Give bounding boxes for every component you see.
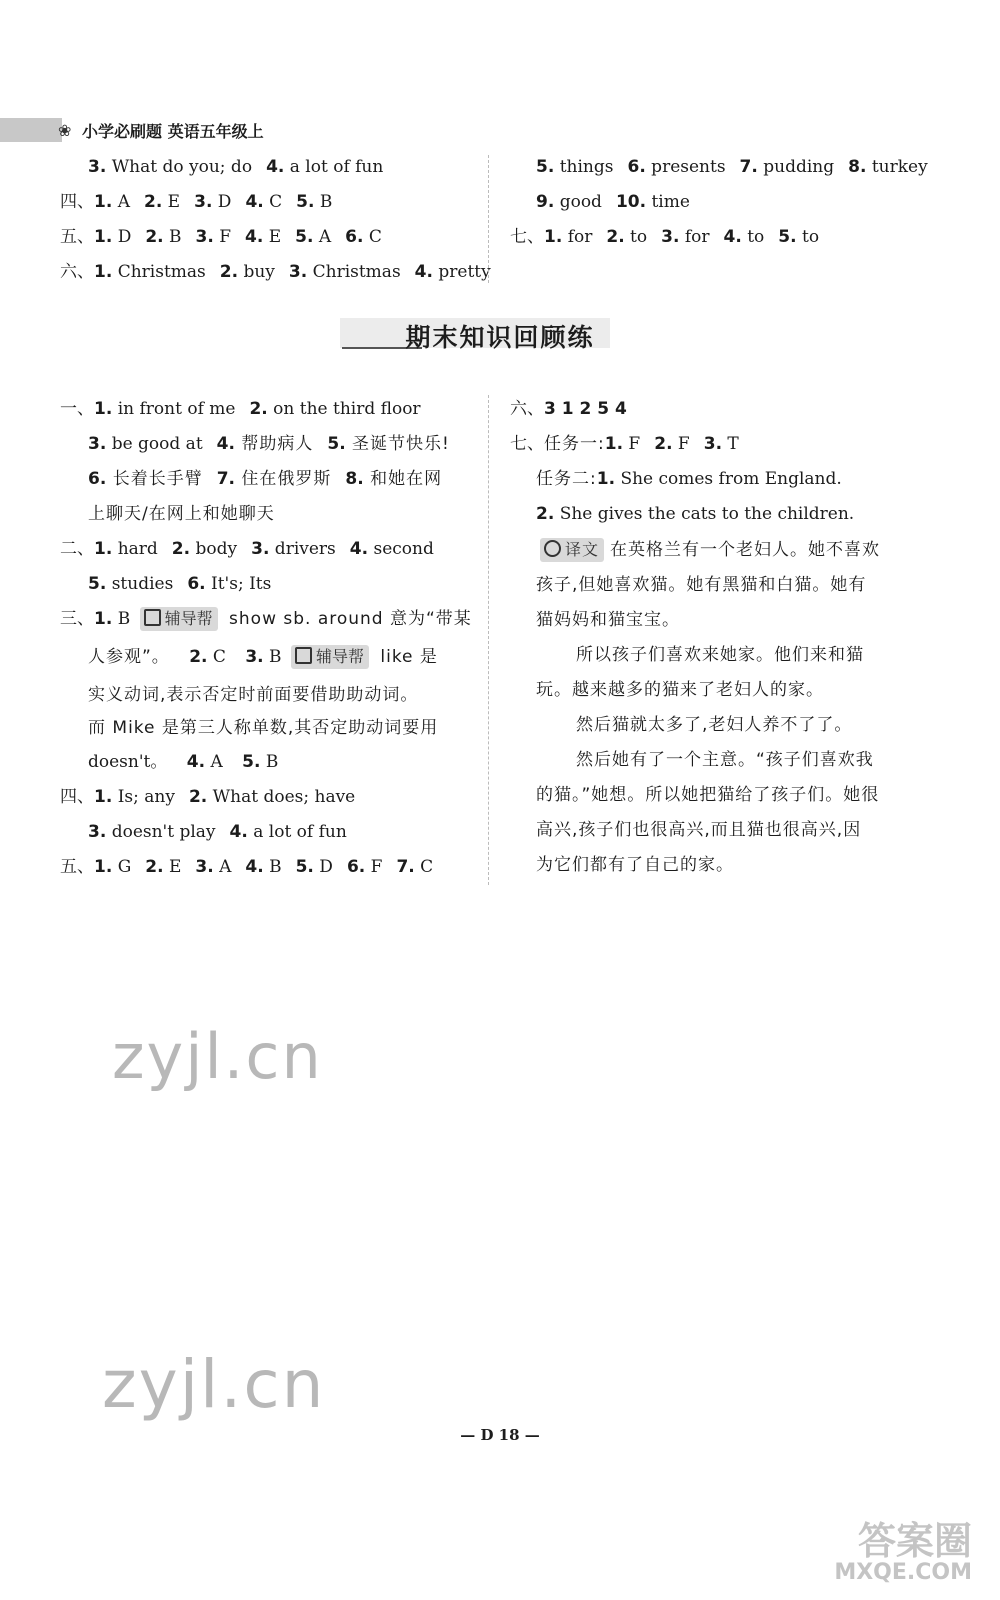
corner-logo: 答案圈	[857, 1519, 972, 1563]
q7-task2-line2: 2. She gives the cats to the children.	[536, 504, 855, 524]
answer-number: 4.	[414, 262, 433, 282]
answer-text: presents	[645, 157, 726, 177]
answer-number: 4.	[245, 227, 264, 247]
q3-line5: doesn't。 4. A 5. B	[88, 752, 279, 772]
answer-text: to	[796, 227, 820, 247]
answer-text: a lot of fun	[247, 822, 347, 842]
answer-text: 长着长手臂	[106, 469, 203, 489]
translation-line: 高兴,孩子们也很高兴,而且猫也很高兴,因	[536, 820, 862, 840]
answer-text: F	[672, 434, 690, 454]
answer-number: 6.	[187, 574, 206, 594]
answer-number: 2.	[606, 227, 625, 247]
q2-line1: 二、1. hard 2. body 3. drivers 4. second	[60, 539, 434, 559]
answer-text: T	[722, 434, 739, 454]
q6-line: 六、3 1 2 5 4	[510, 399, 627, 419]
answer-text: E	[162, 192, 181, 212]
q3-line1: 三、1. B 辅导帮 show sb. around 意为“带某	[60, 609, 472, 629]
answer-number: 5.	[88, 574, 107, 594]
answer-text: B	[263, 857, 282, 877]
q7-task1: 七、任务一:1. F 2. F 3. T	[510, 434, 739, 454]
q1-line1: 一、1. in front of me 2. on the third floor	[60, 399, 421, 419]
answer-number: 8.	[345, 469, 364, 489]
answer-text: D	[212, 192, 232, 212]
answer-number: 1.	[94, 262, 113, 282]
answer-number: 7.	[216, 469, 235, 489]
q1-line2	[88, 432, 450, 456]
answer-text: things	[554, 157, 614, 177]
translation-line: 猫妈妈和猫宝宝。	[536, 610, 680, 630]
book-icon	[144, 609, 161, 626]
answer-number: 1.	[94, 399, 113, 419]
answer-number: 4.	[229, 822, 248, 842]
answer-text: 和她在网	[363, 469, 443, 489]
answer-text: on the third floor	[267, 399, 421, 419]
answer-text: Is; any	[112, 787, 175, 807]
answer-number: 9.	[536, 192, 555, 212]
section-prefix: 六、	[60, 262, 94, 282]
answer-number: 1.	[604, 434, 624, 454]
answer-number: 1.	[94, 227, 113, 247]
answer-number: 2.	[171, 539, 191, 559]
tutor-tag: 辅导帮	[140, 607, 218, 631]
answer-line	[510, 225, 819, 249]
translation-line: 玩。越来越多的猫来了老妇人的家。	[536, 680, 824, 700]
translation-line: 所以孩子们喜欢来她家。他们来和猫	[576, 645, 864, 665]
answer-number: 2.	[188, 787, 208, 807]
answer-text: turkey	[866, 157, 928, 177]
answer-text: to	[741, 227, 765, 247]
answer-text: E	[163, 857, 182, 877]
answer-text: buy	[238, 262, 275, 282]
answer-number: 1.	[94, 857, 113, 877]
answer-number: 3.	[195, 857, 214, 877]
page-number: — D 18 —	[460, 1426, 540, 1444]
answer-number: 5.	[327, 434, 346, 454]
answer-number: 2.	[145, 227, 164, 247]
section-prefix: 五、	[60, 227, 94, 247]
answer-number: 5.	[296, 192, 315, 212]
translation-line: 的猫。”她想。所以她把猫给了孩子们。她很	[536, 785, 880, 805]
answer-text: What do you; do	[106, 157, 253, 177]
answer-number: 2.	[145, 857, 164, 877]
answer-line	[60, 225, 382, 249]
answer-text: A	[112, 192, 130, 212]
answer-text: G	[112, 857, 132, 877]
answer-number: 5.	[295, 227, 314, 247]
answer-text: D	[313, 857, 333, 877]
answer-number: 5.	[536, 157, 555, 177]
answer-number: 6.	[345, 227, 364, 247]
answer-line	[60, 260, 491, 284]
section-title: 期末知识回顾练	[405, 323, 595, 352]
answer-text: C	[414, 857, 434, 877]
top-divider	[488, 155, 489, 283]
answer-number: 4.	[216, 434, 235, 454]
answer-number: 2.	[654, 434, 673, 454]
translation-line: 译文 在英格兰有一个老妇人。她不喜欢	[536, 538, 880, 562]
answer-text: F	[365, 857, 383, 877]
answer-text: Christmas	[112, 262, 206, 282]
answer-number: 4.	[245, 857, 264, 877]
answer-number: 3.	[661, 227, 680, 247]
answer-text: good	[554, 192, 602, 212]
answer-number: 3.	[88, 157, 107, 177]
answer-number: 4.	[245, 192, 264, 212]
main-divider	[488, 395, 489, 885]
q3-line4: 而 Mike 是第三人称单数,其否定助动词要用	[88, 718, 439, 738]
answer-text: pretty	[432, 262, 491, 282]
q5-line1: 五、1. G 2. E 3. A 4. B 5. D 6. F 7. C	[60, 857, 434, 877]
answer-number: 3.	[88, 822, 107, 842]
answer-number: 4.	[266, 157, 285, 177]
header-title: 小学必刷题 英语五年级上	[82, 122, 264, 141]
answer-text: to	[624, 227, 648, 247]
answer-text: C	[263, 192, 283, 212]
answer-line	[88, 155, 383, 179]
answer-text: drivers	[269, 539, 336, 559]
answer-text: 住在俄罗斯	[235, 469, 332, 489]
answer-number: 8.	[848, 157, 867, 177]
answer-text: second	[368, 539, 434, 559]
header-bar	[0, 118, 62, 142]
q2-line2	[88, 572, 271, 596]
answer-number: 2.	[143, 192, 163, 212]
translation-tag: 译文	[540, 538, 604, 562]
translation-line: 然后她有了一个主意。“孩子们喜欢我	[576, 750, 874, 770]
answer-line	[60, 190, 332, 214]
answer-number: 3.	[88, 434, 107, 454]
answer-number: 3.	[251, 539, 270, 559]
answer-number: 7.	[739, 157, 758, 177]
answer-number: 5.	[295, 857, 314, 877]
book-icon	[295, 647, 312, 664]
q4-line1: 四、1. Is; any 2. What does; have	[60, 787, 356, 807]
q1-line4: 上聊天/在网上和她聊天	[88, 504, 275, 524]
answer-number: 1.	[94, 192, 113, 212]
answer-text: D	[112, 227, 132, 247]
answer-text: 圣诞节快乐!	[345, 434, 450, 454]
answer-line	[536, 190, 690, 214]
answer-text: A	[213, 857, 232, 877]
section-prefix: 七、	[510, 227, 544, 247]
q3-line2: 人参观”。 2. C 3. B 辅导帮 like 是	[88, 647, 438, 667]
translation-line: 为它们都有了自己的家。	[536, 855, 734, 875]
answer-number: 3.	[194, 192, 213, 212]
answer-text: A	[313, 227, 332, 247]
q7-task2-line1: 任务二:1. She comes from England.	[536, 469, 842, 489]
answer-number: 2.	[219, 262, 239, 282]
answer-text: studies	[106, 574, 174, 594]
answer-number: 6.	[88, 469, 107, 489]
watermark-1: zyjl.cn	[112, 1020, 323, 1093]
answer-number: 7.	[396, 857, 415, 877]
answer-text: hard	[112, 539, 158, 559]
answer-text: pudding	[757, 157, 835, 177]
translation-line: 孩子,但她喜欢猫。她有黑猫和白猫。她有	[536, 575, 867, 595]
q1-line3	[88, 467, 442, 491]
answer-number: 3.	[288, 262, 308, 282]
answer-number: 1.	[94, 539, 113, 559]
answer-text: B	[163, 227, 182, 247]
answer-number: 2.	[249, 399, 268, 419]
answer-text: time	[646, 192, 690, 212]
answer-number: 3.	[195, 227, 214, 247]
answer-number: 4.	[349, 539, 369, 559]
answer-text: It's; Its	[205, 574, 272, 594]
answer-text: B	[314, 192, 333, 212]
tutor-tag: 辅导帮	[291, 645, 369, 669]
answer-number: 1.	[94, 787, 113, 807]
answer-number: 3.	[703, 434, 723, 454]
answer-text: body	[190, 539, 238, 559]
q4-line2	[88, 820, 347, 844]
answer-line	[536, 155, 928, 179]
answer-text: a lot of fun	[284, 157, 384, 177]
answer-text: for	[562, 227, 593, 247]
answer-text: in front of me	[112, 399, 236, 419]
q3-line3: 实义动词,表示否定时前面要借助助动词。	[88, 685, 419, 705]
answer-text: What does; have	[207, 787, 356, 807]
answer-number: 6.	[346, 857, 366, 877]
answer-number: 10.	[615, 192, 647, 212]
watermark-2: zyjl.cn	[102, 1346, 326, 1423]
answer-text: be good at	[106, 434, 203, 454]
answer-number: 1.	[544, 227, 563, 247]
answer-text: F	[623, 434, 641, 454]
answer-text: 帮助病人	[234, 434, 314, 454]
corner-site: MXQE.COM	[834, 1560, 972, 1585]
answer-text: E	[263, 227, 282, 247]
answer-text: C	[363, 227, 382, 247]
answer-text: F	[213, 227, 232, 247]
answer-number: 5.	[778, 227, 797, 247]
answer-text: doesn't play	[106, 822, 216, 842]
section-prefix: 四、	[60, 192, 94, 212]
answer-number: 6.	[627, 157, 646, 177]
answer-text: Christmas	[307, 262, 401, 282]
answer-text: for	[679, 227, 710, 247]
translation-line: 然后猫就太多了,老妇人养不了了。	[576, 715, 853, 735]
eye-icon	[544, 540, 561, 557]
paw-icon: ❀	[58, 121, 72, 140]
answer-number: 4.	[723, 227, 742, 247]
